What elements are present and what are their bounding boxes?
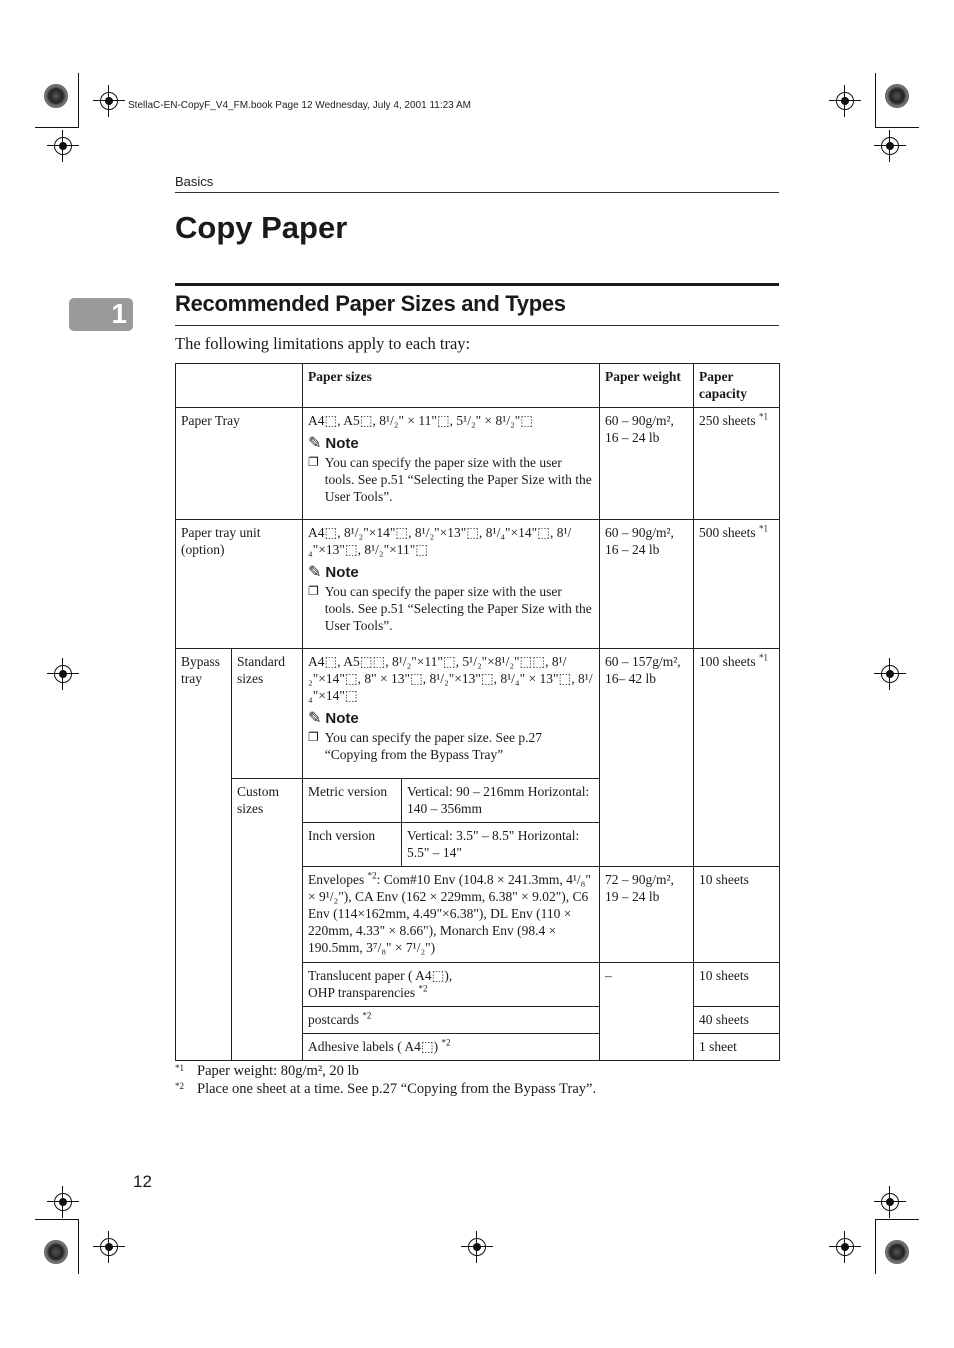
registration-mark-icon — [881, 137, 899, 155]
registration-mark-icon — [54, 665, 72, 683]
ohp-text: OHP transparencies — [308, 985, 416, 1000]
paper-table — [175, 363, 780, 1061]
capacity-text: 10 sheets — [694, 867, 780, 963]
footnote-ref: *1 — [759, 523, 768, 534]
page-number: 12 — [133, 1172, 152, 1191]
note-text: You can specify the paper size. See p.27 “Copying from the Bypass Tray” — [324, 730, 542, 762]
labels-text: Adhesive labels ( A4⬚) — [308, 1039, 439, 1054]
envelopes-text: : Com#10 Env (104.8 × 241.3mm, 4¹/₈" × 9¹/₂"), CA Env (162 × 229mm, 6.38" × 9.02"), C6 Env (114×162mm, 4.49"×6.38"), DL Env (110 × 220mm, 4.33" × 8.66"), Monarch Env (98.4 × 190.5mm, 3⁷/₈" × 7¹/₂") — [308, 872, 591, 955]
weight-text: 60 – 90g/m², 16 – 24 lb — [600, 408, 694, 520]
footnotes — [175, 1062, 596, 1098]
version-label: Metric version — [303, 779, 402, 823]
envelopes-label: Envelopes — [308, 872, 365, 887]
print-info-header: StellaC-EN-CopyF_V4_FM.book Page 12 Wednesday, July 4, 2001 11:23 AM — [128, 100, 471, 111]
row-label: Paper Tray — [176, 408, 303, 520]
version-value: Vertical: 90 – 216mm Horizontal: 140 – 356mm — [402, 779, 600, 823]
header-capacity: Paper capacity — [694, 364, 780, 408]
sub-label: Standard sizes — [232, 649, 303, 779]
running-head: Basics — [175, 174, 214, 189]
registration-mark-icon — [100, 92, 118, 110]
sizes-text: A4⬚, A5⬚⬚, 8¹/₂"×11"⬚, 5¹/₂"×8¹/₂"⬚⬚, 8¹/₂"×14"⬚, 8" × 13"⬚, 8¹/₂"×13"⬚, 8¹/₄" × 13"⬚, 8¹/₄"×14"⬚ — [308, 654, 593, 703]
note-heading: Note — [325, 564, 359, 581]
checkbox-icon: ❐ — [308, 455, 319, 469]
footnote-ref: *1 — [759, 411, 768, 422]
weight-text: – — [600, 963, 694, 1061]
registration-mark-icon — [468, 1238, 486, 1256]
footnote-ref: *2 — [367, 870, 377, 881]
translucent-text: Translucent paper ( A4⬚), — [308, 968, 453, 983]
registration-mark-icon — [836, 1238, 854, 1256]
capacity-text: 250 sheets — [699, 413, 756, 428]
header-weight: Paper weight — [600, 364, 694, 408]
registration-mark-icon — [836, 92, 854, 110]
footnote-item — [175, 1062, 596, 1080]
footnote-text: Paper weight: 80g/m², 20 lb — [197, 1063, 359, 1079]
note-text: You can specify the paper size with the user tools. See p.51 “Selecting the Paper Size with the User Tools”. — [324, 584, 592, 633]
page-title: Copy Paper — [175, 210, 348, 245]
footnote-ref: *2 — [441, 1037, 451, 1048]
version-value: Vertical: 3.5" – 8.5" Horizontal: 5.5" – 14" — [402, 823, 600, 867]
checkbox-icon: ❐ — [308, 584, 319, 598]
registration-mark-icon — [881, 1193, 899, 1211]
row-label: Bypass tray — [176, 649, 232, 1061]
section-rule-bottom — [175, 325, 779, 326]
registration-mark-icon — [100, 1238, 118, 1256]
section-title: Recommended Paper Sizes and Types — [175, 291, 566, 316]
table-row — [176, 649, 780, 779]
color-disc-icon — [885, 84, 909, 108]
sub-label: Custom sizes — [232, 779, 303, 1061]
footnote-ref: *1 — [759, 652, 768, 663]
note-pencil-icon: ✎ — [308, 709, 322, 727]
capacity-text: 40 sheets — [694, 1007, 780, 1034]
footnote-mark: *2 — [175, 1081, 184, 1091]
footnote-item — [175, 1080, 596, 1098]
chapter-tab — [69, 298, 133, 331]
color-disc-icon — [44, 1240, 68, 1264]
color-disc-icon — [885, 1240, 909, 1264]
capacity-text: 1 sheet — [694, 1034, 780, 1061]
note-pencil-icon: ✎ — [308, 434, 322, 452]
weight-text: 60 – 90g/m², 16 – 24 lb — [600, 520, 694, 649]
capacity-text: 100 sheets — [699, 654, 756, 669]
registration-mark-icon — [881, 665, 899, 683]
postcards-text: postcards — [308, 1012, 359, 1027]
header-sizes: Paper sizes — [303, 364, 600, 408]
table-row — [176, 408, 780, 520]
table-header-row — [176, 364, 780, 408]
header-rule — [175, 192, 779, 193]
version-label: Inch version — [303, 823, 402, 867]
footnote-text: Place one sheet at a time. See p.27 “Copying from the Bypass Tray”. — [197, 1081, 597, 1097]
section-rule-top — [175, 283, 779, 286]
note-text: You can specify the paper size with the user tools. See p.51 “Selecting the Paper Size with the User Tools”. — [324, 455, 592, 504]
capacity-text: 500 sheets — [699, 525, 756, 540]
registration-mark-icon — [54, 1193, 72, 1211]
chapter-number: 1 — [111, 298, 127, 329]
table-row — [176, 520, 780, 649]
checkbox-icon: ❐ — [308, 730, 319, 744]
color-disc-icon — [44, 84, 68, 108]
footnote-mark: *1 — [175, 1063, 184, 1073]
sizes-text: A4⬚, 8¹/₂"×14"⬚, 8¹/₂"×13"⬚, 8¹/₄"×14"⬚, 8¹/₄"×13"⬚, 8¹/₂"×11"⬚ — [308, 525, 572, 557]
weight-text: 72 – 90g/m², 19 – 24 lb — [600, 867, 694, 963]
sizes-text: A4⬚, A5⬚, 8¹/₂" × 11"⬚, 5¹/₂" × 8¹/₂"⬚ — [308, 413, 534, 428]
footnote-ref: *2 — [418, 983, 428, 994]
weight-text: 60 – 157g/m², 16– 42 lb — [600, 649, 694, 867]
note-heading: Note — [325, 710, 359, 727]
intro-text: The following limitations apply to each tray: — [175, 334, 471, 353]
note-heading: Note — [325, 435, 359, 452]
capacity-text: 10 sheets — [694, 963, 780, 1007]
registration-mark-icon — [54, 137, 72, 155]
note-pencil-icon: ✎ — [308, 563, 322, 581]
footnote-ref: *2 — [362, 1010, 372, 1021]
row-label: Paper tray unit (option) — [176, 520, 303, 649]
